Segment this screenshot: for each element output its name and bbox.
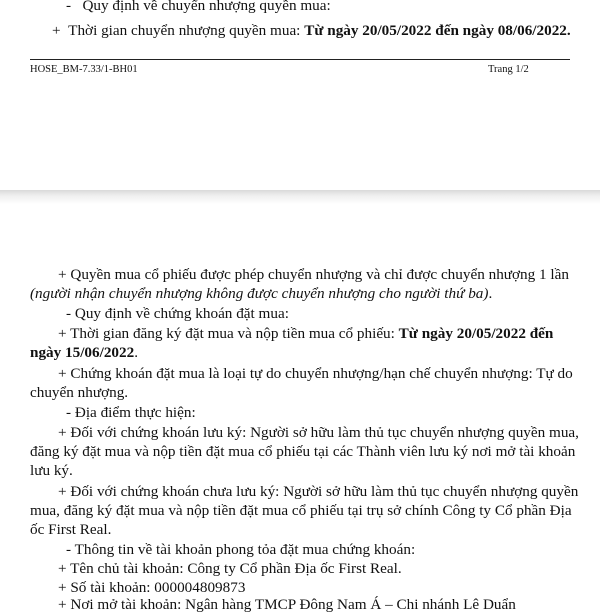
bullet-dash: - bbox=[66, 0, 72, 14]
page2-line-15 bbox=[66, 541, 415, 559]
line-text: Quy định về chuyển nhượng quyền mua: bbox=[82, 0, 331, 14]
line-text: + Số tài khoản: 000004809873 bbox=[58, 579, 246, 596]
page2-line-3 bbox=[66, 305, 289, 323]
page2-line-11 bbox=[30, 462, 73, 480]
page2-line-10 bbox=[30, 443, 575, 461]
page2-line-2 bbox=[30, 285, 492, 303]
page2-line-13 bbox=[30, 502, 572, 520]
page2-line-17 bbox=[58, 579, 245, 597]
line-text: đăng ký đặt mua và nộp tiền đặt mua cổ phiếu tại các Thành viên lưu ký nơi mở tài khoản bbox=[30, 443, 576, 460]
page2-line-12 bbox=[58, 483, 578, 501]
page2-line-6 bbox=[58, 365, 573, 383]
line-text: - Quy định về chứng khoán đặt mua: bbox=[66, 305, 289, 322]
line-text: - Thông tin về tài khoản phong tỏa đặt mua chứng khoán: bbox=[66, 541, 416, 558]
line-text: . bbox=[134, 344, 139, 361]
footer-page-number: Trang 1/2 bbox=[488, 64, 529, 75]
line-bold-text: Từ ngày 20/05/2022 đến bbox=[398, 325, 554, 342]
page-break bbox=[0, 190, 600, 204]
page1-line-2 bbox=[52, 22, 571, 40]
line-text: lưu ký. bbox=[30, 462, 73, 479]
page1-line-1 bbox=[66, 0, 331, 15]
page2-line-16 bbox=[58, 560, 402, 578]
line-text: . bbox=[488, 285, 493, 302]
line-text: ốc First Real. bbox=[30, 521, 112, 538]
document-page-2 bbox=[0, 204, 600, 613]
line-italic-text: (người nhận chuyển nhượng không được chuyển nhượng cho người thứ ba) bbox=[30, 285, 489, 302]
page2-line-8 bbox=[66, 404, 196, 422]
footer-rule bbox=[30, 59, 570, 60]
line-bold-text: ngày 15/06/2022 bbox=[30, 344, 135, 361]
line-text: chuyển nhượng. bbox=[30, 384, 129, 401]
bullet-plus: + bbox=[52, 22, 61, 39]
page2-line-7 bbox=[30, 384, 128, 402]
footer-doc-code: HOSE_BM-7.33/1-BH01 bbox=[30, 64, 138, 75]
line-text: mua, đăng ký đặt mua và nộp tiền đặt mua cổ phiếu tại trụ sở chính Công ty Cổ phần Địa bbox=[30, 502, 572, 519]
line-text: + Đối với chứng khoán chưa lưu ký: Người sở hữu làm thủ tục chuyển nhượng quyền bbox=[58, 483, 579, 500]
document-page-1 bbox=[0, 0, 600, 190]
line-text: + Đối với chứng khoán lưu ký: Người sở hữu làm thủ tục chuyển nhượng quyền mua, bbox=[58, 424, 579, 441]
page2-line-5 bbox=[30, 344, 138, 362]
line-text: + Quyền mua cổ phiếu được phép chuyển nhượng và chỉ được chuyển nhượng 1 lần bbox=[58, 266, 569, 283]
page2-line-9 bbox=[58, 424, 579, 442]
page2-line-1 bbox=[58, 266, 569, 284]
line-text: + Chứng khoán đặt mua là loại tự do chuyển nhượng/hạn chế chuyển nhượng: Tự do bbox=[58, 365, 573, 382]
line-text: + Thời gian đăng ký đặt mua và nộp tiền mua cổ phiếu: bbox=[58, 325, 399, 342]
page2-line-18 bbox=[58, 596, 516, 614]
page2-line-4 bbox=[58, 325, 553, 343]
page2-line-14 bbox=[30, 521, 111, 539]
line-text: + Tên chủ tài khoản: Công ty Cổ phần Địa ốc First Real. bbox=[58, 560, 402, 577]
line-bold-text: Từ ngày 20/05/2022 đến ngày 08/06/2022. bbox=[304, 22, 571, 39]
line-text: - Địa điểm thực hiện: bbox=[66, 404, 196, 421]
line-text: Thời gian chuyển nhượng quyền mua: bbox=[68, 22, 305, 39]
line-text: + Nơi mở tài khoản: Ngân hàng TMCP Đông Nam Á – Chi nhánh Lê Duẩn bbox=[58, 596, 516, 613]
